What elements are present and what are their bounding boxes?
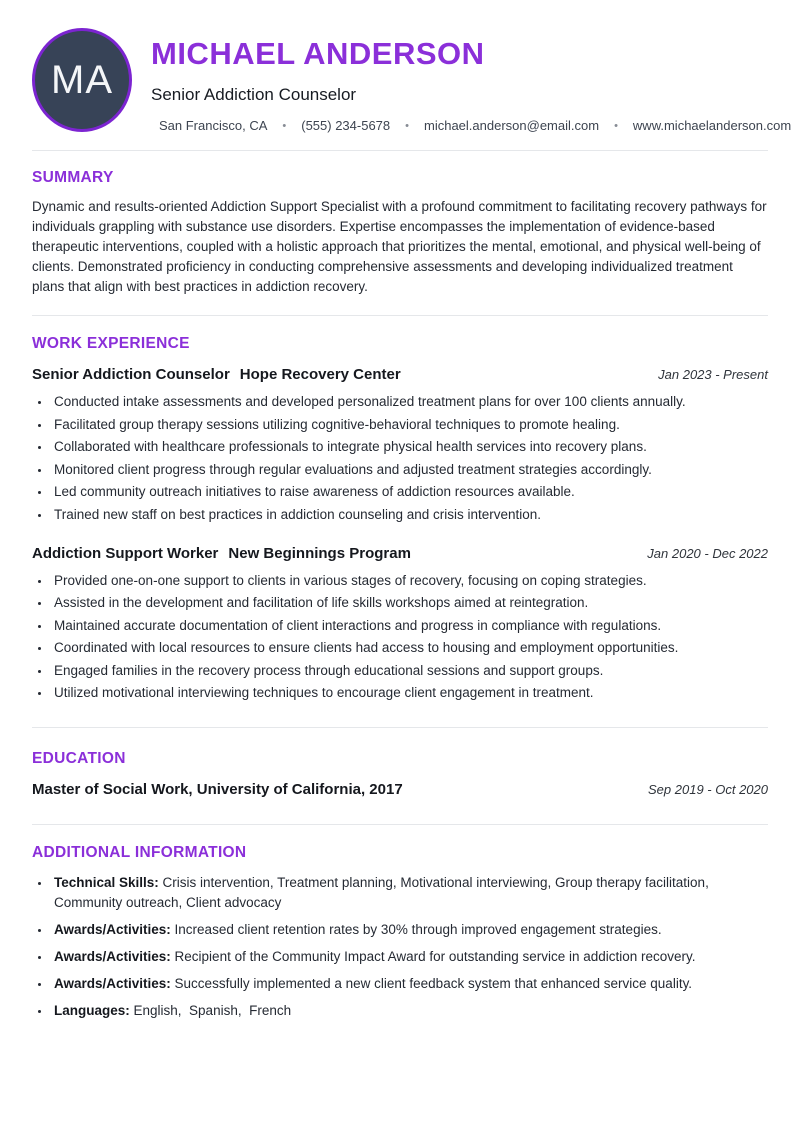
avatar-initials: MA — [51, 57, 113, 102]
work-experience-heading: WORK EXPERIENCE — [32, 335, 190, 352]
job-bullet-list — [32, 392, 768, 524]
contact-line — [159, 118, 791, 133]
bullet-item — [51, 947, 768, 967]
summary-text: Dynamic and results-oriented Addiction Support Specialist with a profound commitment to facilitating recovery pathways for individuals grappling with substance use disorders. Expertise encompasses the implementation of evidence-based therapeutic interventions, coupled with a holistic approach that prioritizes the mental, emotional, and physical well-being of clients. Demonstrated proficiency in conducting comprehensive assessments and developing individualized treatment plans that align with best practices in addiction recovery. — [32, 199, 767, 294]
bullet-item: • Collaborated with healthcare professionals to integrate physical health services into recovery plans. — [51, 437, 768, 456]
bullet-item — [51, 1001, 768, 1021]
dot-separator-icon: • — [614, 120, 618, 132]
additional-info-list — [32, 873, 768, 1021]
bullet-item: • Assisted in the development and facilitation of life skills workshops aimed at reintegration. — [51, 593, 768, 612]
bullet-item: • Conducted intake assessments and developed personalized treatment plans for over 100 clients annually. — [51, 392, 768, 411]
candidate-name: MICHAEL ANDERSON — [151, 36, 485, 71]
bullet-label: Awards/Activities: — [54, 976, 175, 991]
bullet-item: • Utilized motivational interviewing techniques to encourage client engagement in treatment. — [51, 683, 768, 702]
bullet-text: Recipient of the Community Impact Award for outstanding service in addiction recovery. — [174, 949, 696, 964]
summary-heading: SUMMARY — [32, 169, 114, 186]
resume-header — [32, 28, 792, 133]
divider — [32, 315, 768, 316]
bullet-item: • Engaged families in the recovery process through educational sessions and support groups. — [51, 661, 768, 680]
bullet-label: Technical Skills: — [54, 875, 163, 890]
avatar — [32, 28, 132, 132]
bullet-text: Crisis intervention, Treatment planning, Motivational interviewing, Group therapy facilitation, Community outreach, Client advocacy — [54, 875, 713, 910]
divider — [32, 824, 768, 825]
job-title: Senior Addiction Counselor — [32, 366, 230, 383]
contact-website: www.michaelanderson.com — [632, 118, 792, 133]
bullet-item: • Led community outreach initiatives to raise awareness of addiction resources available. — [51, 482, 768, 501]
bullet-item: • Facilitated group therapy sessions utilizing cognitive-behavioral techniques to promote healing. — [51, 415, 768, 434]
bullet-item: • Trained new staff on best practices in addiction counseling and crisis intervention. — [51, 505, 768, 524]
job-header — [32, 366, 768, 383]
divider — [32, 727, 768, 728]
job-entry — [32, 545, 768, 703]
education-degree: Master of Social Work, University of California, 2017 — [32, 781, 403, 798]
education-entry — [32, 781, 768, 798]
bullet-text: Increased client retention rates by 30% through improved engagement strategies. — [174, 922, 662, 937]
candidate-title: Senior Addiction Counselor — [151, 85, 357, 104]
bullet-text: Successfully implemented a new client feedback system that enhanced service quality. — [174, 976, 693, 991]
header-identity — [151, 28, 791, 133]
job-company: New Beginnings Program — [228, 544, 411, 562]
bullet-label: Awards/Activities: — [54, 949, 175, 964]
additional-information-heading: ADDITIONAL INFORMATION — [32, 844, 247, 861]
job-entry — [32, 366, 768, 524]
job-company: Hope Recovery Center — [239, 366, 401, 383]
bullet-text: English, Spanish, French — [133, 1003, 292, 1018]
bullet-label: Languages: — [54, 1003, 134, 1018]
education-dates: Sep 2019 - Oct 2020 — [648, 782, 768, 797]
bullet-item: • Maintained accurate documentation of client interactions and progress in compliance with regulations. — [51, 616, 768, 635]
bullet-item — [51, 873, 768, 913]
bullet-item: • Provided one-on-one support to clients in various stages of recovery, focusing on coping strategies. — [51, 571, 768, 590]
contact-phone: (555) 234-5678 — [301, 118, 391, 133]
job-dates: Jan 2023 - Present — [658, 367, 768, 382]
bullet-item: • Coordinated with local resources to ensure clients had access to housing and employment opportunities. — [51, 638, 768, 657]
bullet-label: Awards/Activities: — [54, 922, 175, 937]
bullet-item — [51, 974, 768, 994]
bullet-item: • Monitored client progress through regular evaluations and adjusted treatment strategies accordingly. — [51, 460, 768, 479]
job-bullet-list — [32, 571, 768, 703]
job-title: Addiction Support Worker — [32, 544, 219, 562]
contact-location: San Francisco, CA — [159, 118, 268, 133]
contact-email: michael.anderson@email.com — [424, 118, 600, 133]
dot-separator-icon: • — [405, 120, 409, 132]
job-dates: Jan 2020 - Dec 2022 — [647, 545, 768, 561]
bullet-item — [51, 920, 768, 940]
job-header — [32, 545, 768, 562]
divider — [32, 150, 768, 151]
dot-separator-icon: • — [282, 120, 287, 132]
education-heading: EDUCATION — [32, 750, 126, 767]
